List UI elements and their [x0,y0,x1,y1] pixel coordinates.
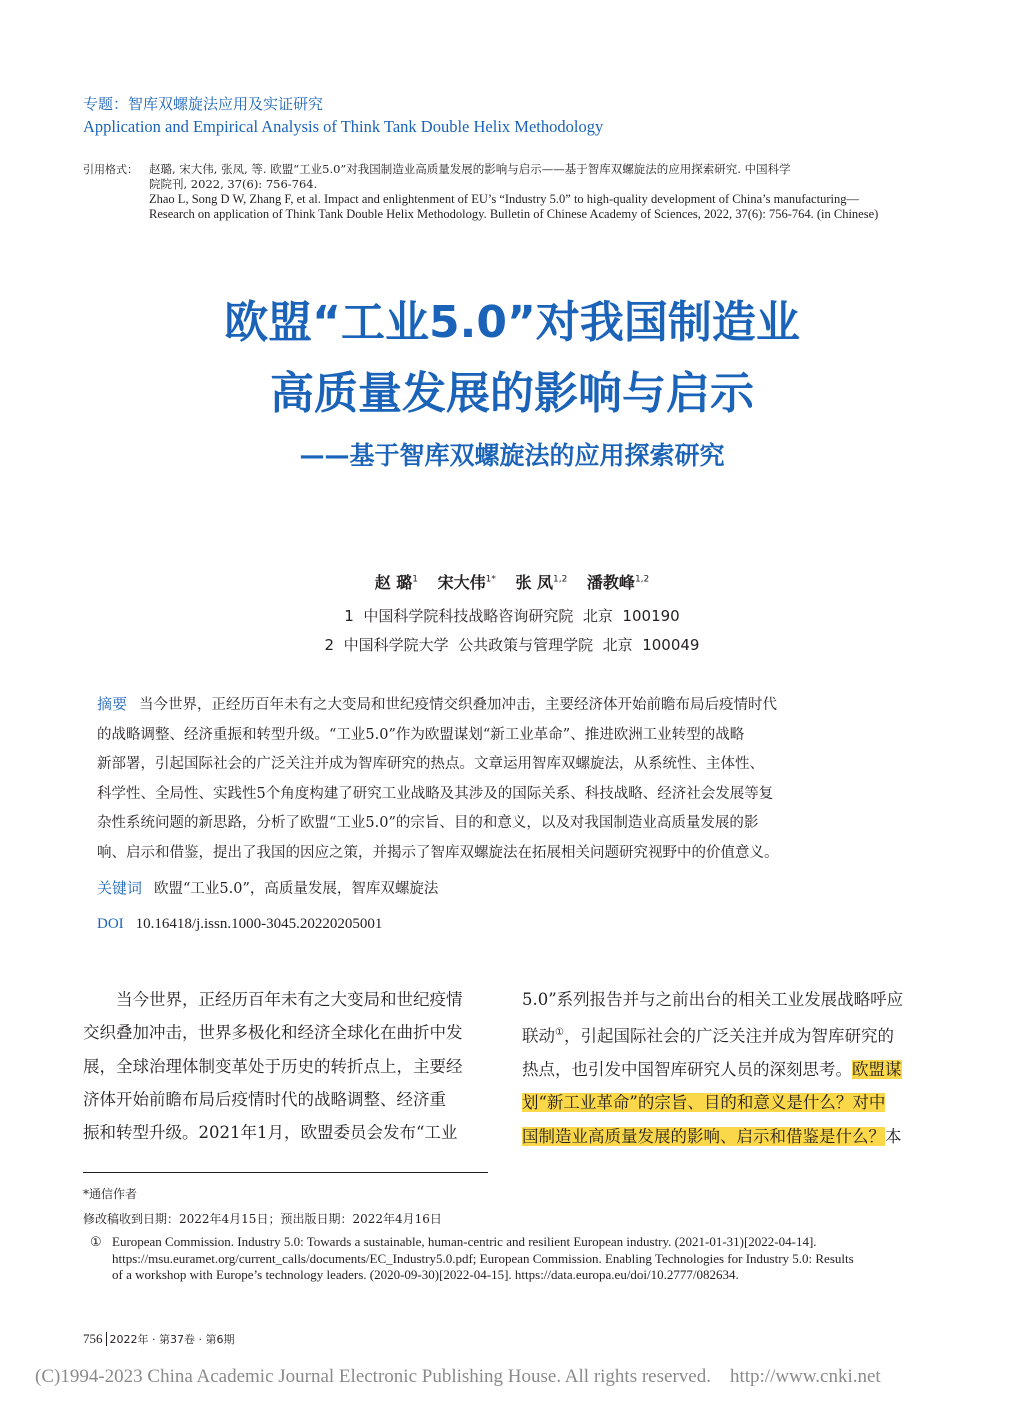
body-line: 交织叠加冲击，世界多极化和经济全球化在曲折中发 [83,1023,463,1043]
keywords-label: 关键词 [97,879,143,897]
body-line: 5.0”系列报告并与之前出台的相关工业发展战略呼应 [522,990,904,1009]
abstract-label: 摘要 [97,695,128,713]
citation-label: 引用格式： [83,163,138,176]
highlighted-text: 国制造业高质量发展的影响、启示和借鉴是什么？ [522,1126,885,1146]
citation-line: 院院刊, 2022, 37(6): 756-764. [149,177,318,191]
abstract [97,690,917,869]
body-line: 振和转型升级。2021年1月，欧盟委员会发布“工业 [83,1123,458,1143]
abstract-text: 新部署，引起国际社会的广泛关注并成为智库研究的热点。文章运用智库双螺旋法，从系统性、主体性、 [97,756,764,773]
article-subtitle: ——基于智库双螺旋法的应用探索研究 [299,441,725,470]
author: 潘教峰$^{1,2}$ [586,573,650,592]
copyright-watermark: (C)1994-2023 China Academic Journal Electronic Publishing House. All rights reserved. http://www.cnki.net [35,1366,881,1387]
body-line: 国制造业高质量发展的影响、启示和借鉴是什么？本 [522,1126,902,1146]
body-line: 热点，也引发中国智库研究人员的深刻思考。欧盟谋 [522,1060,902,1080]
page-number: 756 [83,1331,103,1346]
body-line [522,1086,932,1119]
footer-divider [106,1332,107,1346]
footnote-line: of a workshop with Europe’s technology leaders. (2020-09-30)[2022-04-15]. https://data.europa.eu/doi/10.2777/082634. [112,1267,739,1282]
body-line: 联动①，引起国际社会的广泛关注并成为智库研究的 [522,1026,894,1046]
citation-line: 赵璐, 宋大伟, 张凤, 等. 欧盟“工业5.0”对我国制造业高质量发展的影响与启示——基于智库双螺旋法的应用探索研究. 中国科学 [149,162,791,176]
citation-line: Zhao L, Song D W, Zhang F, et al. Impact and enlightenment of EU’s “Industry 5.0” to high-quality development of China’s manufacturing— [149,192,859,206]
abstract-text: 响、启示和借鉴，提出了我国的因应之策，并揭示了智库双螺旋法在拓展相关问题研究视野中的价值意义。 [97,844,779,861]
body-column-left [83,983,493,1149]
body-column-right [522,983,932,1153]
footnote-ref[interactable]: ① [555,1027,564,1039]
issue-info: 2022年 · 第37卷 · 第6期 [109,1333,235,1346]
highlighted-text: 欧盟谋 [852,1060,902,1080]
abstract-text: 杂性系统问题的新思路，分析了欧盟“工业5.0”的宗旨、目的和意义，以及对我国制造业高质量发展的影 [97,815,759,832]
abstract-text: 当今世界，正经历百年未有之大变局和世纪疫情交织叠加冲击，主要经济体开始前瞻布局后疫情时代 [139,697,778,713]
author: 张 凤$^{1,2}$ [515,573,568,592]
abstract-text: 的战略调整、经济重振和转型升级。“工业5.0”作为欧盟谋划“新工业革命”、推进欧洲工业转型的战略 [97,726,745,743]
author: 宋大伟$^{1*}$ [437,573,496,592]
affiliation: 1 中国科学院科技战略咨询研究院 北京 100190 [344,607,680,625]
received-dates: 修改稿收到日期：2022年4月15日；预出版日期：2022年4月16日 [83,1212,442,1226]
affiliation: 2 中国科学院大学 公共政策与管理学院 北京 100049 [324,636,700,654]
topic-heading-zh: 专题：智库双螺旋法应用及实证研究 [83,95,324,113]
article-title-line2: 高质量发展的影响与启示 [270,368,754,419]
body-line: 济体开始前瞻布局后疫情时代的战略调整、经济重 [83,1089,446,1109]
body-line: 展，全球治理体制变革处于历史的转折点上，主要经 [83,1056,463,1076]
corresponding-author-note: *通信作者 [83,1187,138,1201]
author: 赵 璐$^1$ [374,573,419,592]
keywords [97,877,438,898]
footnote-line: European Commission. Industry 5.0: Towards a sustainable, human-centric and resilient European industry. (2021-01-31)[2022-04-14]. [112,1234,817,1249]
doi-label: DOI [97,916,124,932]
footnote-divider [83,1172,488,1173]
abstract-text: 科学性、全局性、实践性5个角度构建了研究工业战略及其涉及的国际关系、科技战略、经济社会发展等复 [97,785,774,802]
author-list [0,570,1024,593]
keywords-value: 欧盟“工业5.0”，高质量发展，智库双螺旋法 [154,881,439,897]
doi [97,916,382,933]
topic-heading-en: Application and Empirical Analysis of Think Tank Double Helix Methodology [83,117,604,136]
body-line: 当今世界，正经历百年未有之大变局和世纪疫情 [116,990,463,1009]
doi-value[interactable]: 10.16418/j.issn.1000-3045.20220205001 [135,916,383,932]
article-title-line1: 欧盟“工业5.0”对我国制造业 [224,297,800,348]
highlighted-text: 划“新工业革命”的宗旨、目的和意义是什么？对中 [522,1093,886,1113]
footnote-marker: ① [90,1234,102,1249]
footnote-line: https://msu.euramet.org/current_calls/documents/EC_Industry5.0.pdf; European Commission. Enabling Technologies for Industry 5.0: Results [112,1250,854,1266]
page-footer [83,1331,234,1347]
citation-line: Research on application of Think Tank Double Helix Methodology. Bulletin of Chinese Academy of Sciences, 2022, 37(6): 756-764. (in Chinese) [149,207,879,221]
